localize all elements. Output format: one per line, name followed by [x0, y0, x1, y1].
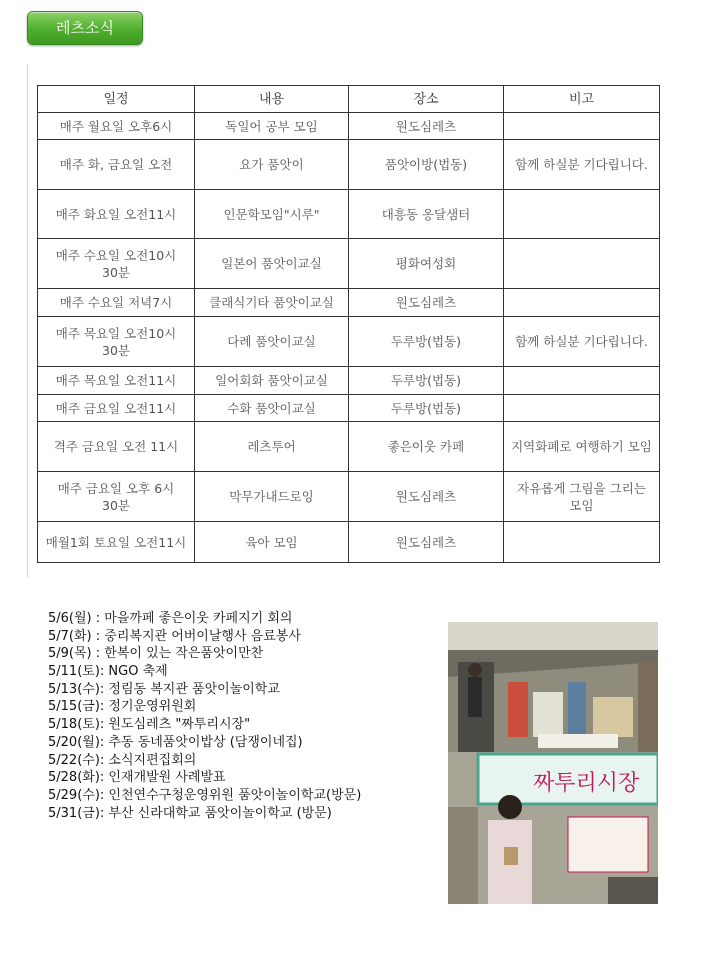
table-row [38, 422, 660, 472]
table-header-row [38, 86, 660, 113]
cell-what: 육아 모임 [195, 522, 349, 563]
cell-note: 자유롭게 그림을 그리는 모임 [504, 472, 660, 522]
cell-where: 대흥동 옹달샘터 [349, 190, 504, 239]
cell-where: 두루방(법동) [349, 395, 504, 422]
cell-where: 두루방(법동) [349, 317, 504, 367]
cell-note [504, 367, 660, 395]
list-item: 5/29(수): 인천연수구청운영위원 품앗이놀이학교(방문) [48, 787, 362, 803]
cell-what: 막무가내드로잉 [195, 472, 349, 522]
market-photo [448, 622, 658, 904]
divider [27, 64, 28, 578]
cell-where: 원도심레츠 [349, 289, 504, 317]
table-row [38, 395, 660, 422]
list-item: 5/22(수): 소식지편집회의 [48, 752, 197, 768]
header-place: 장소 [349, 86, 504, 113]
cell-note [504, 289, 660, 317]
cell-what: 인문학모임"시루" [195, 190, 349, 239]
event-list [48, 610, 438, 822]
table-row [38, 522, 660, 563]
table-row [38, 289, 660, 317]
cell-where: 원도심레츠 [349, 522, 504, 563]
list-item: 5/7(화) : 중리복지관 어버이날행사 음료봉사 [48, 628, 301, 644]
photo-banner-text: 짜투리시장 [533, 771, 640, 796]
list-item: 5/9(목) : 한복이 있는 작은품앗이만찬 [48, 646, 264, 662]
cell-what: 다례 품앗이교실 [195, 317, 349, 367]
cell-what: 일본어 품앗이교실 [195, 239, 349, 289]
table-row [38, 190, 660, 239]
cell-when: 매주 수요일 저녁7시 [38, 289, 195, 317]
cell-when: 매주 목요일 오전10시 30분 [38, 317, 195, 367]
cell-when: 매주 금요일 오후 6시 30분 [38, 472, 195, 522]
header-note: 비고 [504, 86, 660, 113]
cell-when: 격주 금요일 오전 11시 [38, 422, 195, 472]
cell-note: 함께 하실분 기다립니다. [504, 317, 660, 367]
cell-what: 수화 품앗이교실 [195, 395, 349, 422]
cell-where: 평화여성회 [349, 239, 504, 289]
schedule-table [37, 85, 660, 563]
cell-note [504, 113, 660, 140]
cell-what: 레츠투어 [195, 422, 349, 472]
cell-where: 좋은이웃 카페 [349, 422, 504, 472]
cell-where: 원도심레츠 [349, 472, 504, 522]
table-row [38, 317, 660, 367]
list-item: 5/18(토): 원도심레츠 "짜투리시장" [48, 717, 251, 733]
cell-note [504, 395, 660, 422]
cell-when: 매주 월요일 오후6시 [38, 113, 195, 140]
section-badge: 레츠소식 [27, 11, 143, 45]
cell-when: 매주 목요일 오전11시 [38, 367, 195, 395]
cell-where: 두루방(법동) [349, 367, 504, 395]
cell-note: 함께 하실분 기다립니다. [504, 140, 660, 190]
list-item: 5/31(금): 부산 신라대학교 품앗이놀이학교 (방문) [48, 805, 332, 821]
cell-note [504, 522, 660, 563]
header-content: 내용 [195, 86, 349, 113]
list-item: 5/11(토): NGO 축제 [48, 664, 168, 680]
cell-when: 매주 화, 금요일 오전 [38, 140, 195, 190]
list-item: 5/28(화): 인재개발원 사례발표 [48, 770, 226, 786]
cell-what: 클래식기타 품앗이교실 [195, 289, 349, 317]
table-row [38, 113, 660, 140]
cell-when: 매주 화요일 오전11시 [38, 190, 195, 239]
list-item: 5/15(금): 정기운영위원회 [48, 699, 197, 715]
cell-when: 매주 금요일 오전11시 [38, 395, 195, 422]
table-row [38, 140, 660, 190]
cell-where: 원도심레츠 [349, 113, 504, 140]
cell-when: 매월1회 토요일 오전11시 [38, 522, 195, 563]
cell-what: 독일어 공부 모임 [195, 113, 349, 140]
cell-what: 일어회화 품앗이교실 [195, 367, 349, 395]
list-item: 5/13(수): 정림동 복지관 품앗이놀이학교 [48, 681, 280, 697]
header-schedule: 일정 [38, 86, 195, 113]
table-row [38, 367, 660, 395]
cell-note: 지역화폐로 여행하기 모임 [504, 422, 660, 472]
list-item: 5/20(월): 추동 동네품앗이밥상 (담쟁이네집) [48, 734, 303, 750]
cell-where: 품앗이방(법동) [349, 140, 504, 190]
table-row [38, 472, 660, 522]
cell-what: 요가 품앗이 [195, 140, 349, 190]
cell-note [504, 190, 660, 239]
list-item: 5/6(월) : 마을까페 좋은이웃 카페지기 회의 [48, 611, 293, 626]
table-row [38, 239, 660, 289]
cell-note [504, 239, 660, 289]
cell-when: 매주 수요일 오전10시 30분 [38, 239, 195, 289]
